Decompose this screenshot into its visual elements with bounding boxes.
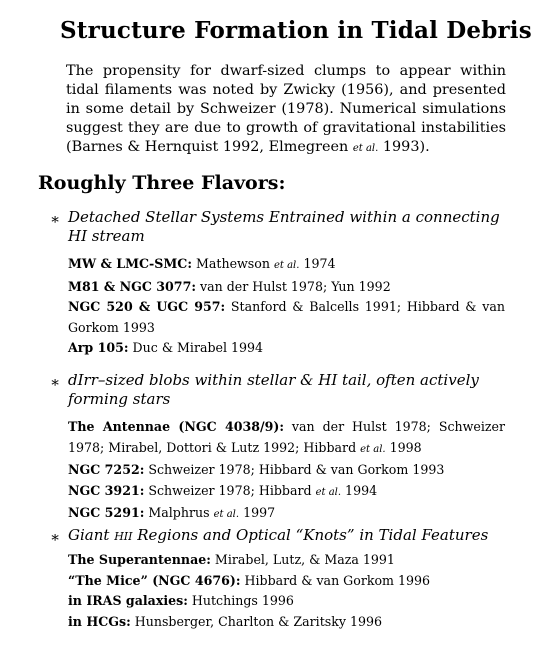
flavor-group-1 (50, 208, 505, 359)
group-heading: dIrr–sized blobs within stellar & HI tail, often actively forming stars (68, 371, 479, 408)
reference-text: Duc & Mirabel 1994 (128, 340, 264, 355)
reference-item (68, 460, 505, 481)
reference-text-end: 1998 (385, 439, 422, 455)
reference-label: The Antennae (NGC 4038/9): (68, 419, 284, 434)
reference-text: Schweizer 1978; Hibbard & van Gorkom 1993 (144, 462, 445, 477)
reference-item (68, 481, 505, 504)
reference-item (68, 612, 505, 633)
bullet-marker: ∗ (50, 210, 61, 228)
reference-text-end: 1997 (239, 505, 276, 520)
reference-label: NGC 5291: (68, 505, 145, 520)
reference-text: van der Hulst 1978; Schweizer 1978; Mirabel, Dottori & Lutz 1992; Hibbard (68, 419, 505, 455)
reference-text: van der Hulst 1978; Yun 1992 (195, 278, 391, 294)
reference-item (68, 277, 505, 298)
bullet-marker: ∗ (50, 528, 61, 546)
reference-item (68, 503, 505, 526)
reference-item (68, 591, 505, 612)
section-heading: Roughly Three Flavors: (38, 172, 286, 194)
reference-text-end: 1994 (341, 482, 378, 498)
reference-label: NGC 520 & UGC 957: (68, 299, 226, 314)
reference-list (68, 550, 505, 632)
reference-label: M81 & NGC 3077: (68, 278, 196, 294)
page-title: Structure Formation in Tidal Debris (60, 17, 532, 44)
reference-text: Hunsberger, Charlton & Zaritsky 1996 (130, 613, 383, 629)
reference-item (68, 571, 505, 592)
group-heading-hii: HII (114, 530, 133, 543)
intro-etal: et al. (352, 143, 379, 154)
reference-list (68, 417, 505, 526)
intro-text: The propensity for dwarf-sized clumps to appear within tidal filaments was noted by Zwicky (1956), and presented in some detail by Schweizer (1978). Numerical simulations suggest they are due to growth of gravitational instabilities (Barnes & Hernquist 1992, Elmegreen (66, 63, 506, 155)
reference-text: Hibbard & van Gorkom 1996 (240, 572, 431, 588)
reference-text: Schweizer 1978; Hibbard (144, 482, 316, 498)
reference-label: NGC 7252: (68, 462, 145, 477)
group-heading-text-end: Regions and Optical “Knots” in Tidal Features (132, 526, 489, 544)
reference-text: Hutchings 1996 (187, 593, 294, 608)
reference-label: in IRAS galaxies: (68, 593, 188, 608)
reference-item (68, 417, 505, 460)
reference-etal: et al. (315, 486, 342, 498)
reference-etal: et al. (213, 509, 240, 520)
intro-paragraph (66, 62, 506, 158)
bullet-marker: ∗ (50, 373, 61, 391)
reference-item (68, 338, 505, 359)
flavor-group-3 (50, 526, 505, 632)
reference-item (68, 254, 505, 277)
reference-text-end: 1974 (299, 256, 336, 271)
reference-text: Stanford & Balcells 1991; Hibbard & van Gorkom 1993 (68, 299, 505, 335)
reference-list (68, 254, 505, 359)
reference-label: in HCGs: (68, 613, 131, 629)
reference-label: “The Mice” (NGC 4676): (68, 572, 241, 588)
reference-item (68, 550, 505, 571)
reference-etal: et al. (273, 260, 300, 271)
group-heading (68, 526, 505, 546)
reference-item (68, 297, 505, 338)
reference-label: The Superantennae: (68, 552, 211, 567)
reference-etal: et al. (360, 443, 386, 455)
reference-text: Mirabel, Lutz, & Maza 1991 (210, 552, 395, 567)
reference-label: Arp 105: (68, 340, 129, 355)
group-heading-text: Giant (68, 526, 115, 544)
reference-text: Mathewson (191, 256, 274, 271)
reference-text: Malphrus (144, 505, 214, 520)
reference-label: MW & LMC-SMC: (68, 256, 192, 271)
flavor-group-2 (50, 371, 505, 526)
intro-text-end: 1993). (378, 139, 430, 155)
group-heading: Detached Stellar Systems Entrained within a connecting HI stream (68, 208, 500, 245)
reference-label: NGC 3921: (68, 482, 145, 498)
